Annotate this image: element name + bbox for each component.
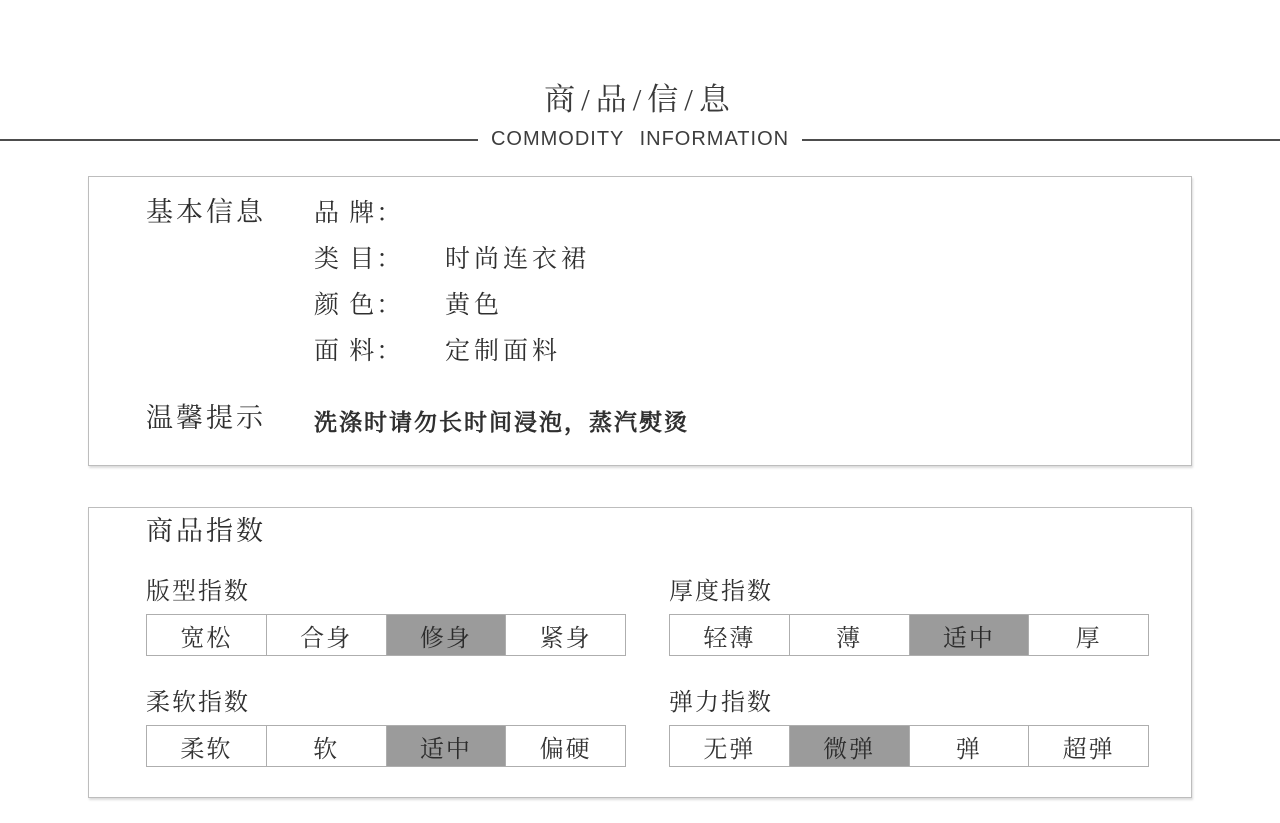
left-rule <box>0 139 478 141</box>
fit-index-group <box>146 580 626 656</box>
option-cell: 适中 <box>387 726 507 766</box>
option-cell: 适中 <box>910 615 1030 655</box>
option-cell: 修身 <box>387 615 507 655</box>
elasticity-index-label: 弹力指数 <box>669 690 773 716</box>
softness-index-label: 柔软指数 <box>146 690 250 716</box>
option-cell: 轻薄 <box>670 615 790 655</box>
index-section-label: 商品指数 <box>146 516 266 546</box>
product-index-card <box>88 507 1192 798</box>
option-cell: 超弹 <box>1062 736 1115 763</box>
color-value: 黄色 <box>445 292 504 319</box>
basic-info-card <box>88 176 1192 466</box>
thickness-index-group <box>669 580 1149 656</box>
option-cell: 软 <box>267 726 387 766</box>
softness-index-group <box>146 691 626 767</box>
elasticity-index-group <box>669 691 1149 767</box>
basic-info-fields <box>314 191 590 375</box>
field-row-category <box>314 237 590 283</box>
fabric-value: 定制面料 <box>445 338 562 365</box>
right-rule <box>802 139 1280 141</box>
fit-index-label: 版型指数 <box>146 579 250 605</box>
option-cell: 柔软 <box>147 726 267 766</box>
option-cell: 弹 <box>910 726 1030 766</box>
basic-info-section-label: 基本信息 <box>146 197 266 227</box>
option-cell: 薄 <box>790 615 910 655</box>
option-cell: 偏硬 <box>539 736 592 763</box>
option-cell: 宽松 <box>147 615 267 655</box>
category-label: 类 目： <box>314 246 404 273</box>
field-row-fabric <box>314 329 590 375</box>
elasticity-index-table <box>669 725 1149 767</box>
fabric-label: 面 料： <box>314 338 404 365</box>
page-title: 商/品/信/息 <box>544 82 736 117</box>
brand-label: 品 牌： <box>314 200 404 227</box>
subtitle-row <box>0 128 1280 151</box>
category-value: 时尚连衣裙 <box>445 246 591 273</box>
softness-index-table <box>146 725 626 767</box>
option-cell: 紧身 <box>539 625 592 652</box>
option-cell: 微弹 <box>790 726 910 766</box>
page-subtitle: COMMODITY INFORMATION <box>490 128 790 150</box>
option-cell: 厚 <box>1075 625 1102 652</box>
field-row-brand <box>314 191 590 237</box>
page-header <box>0 74 1280 151</box>
field-row-color <box>314 283 590 329</box>
fit-index-table <box>146 614 626 656</box>
color-label: 颜 色： <box>314 292 404 319</box>
tips-value: 洗涤时请勿长时间浸泡，蒸汽熨烫 <box>314 410 689 435</box>
tips-label: 温馨提示 <box>146 403 266 433</box>
thickness-index-table <box>669 614 1149 656</box>
thickness-index-label: 厚度指数 <box>669 579 773 605</box>
option-cell: 合身 <box>267 615 387 655</box>
option-cell: 无弹 <box>670 726 790 766</box>
